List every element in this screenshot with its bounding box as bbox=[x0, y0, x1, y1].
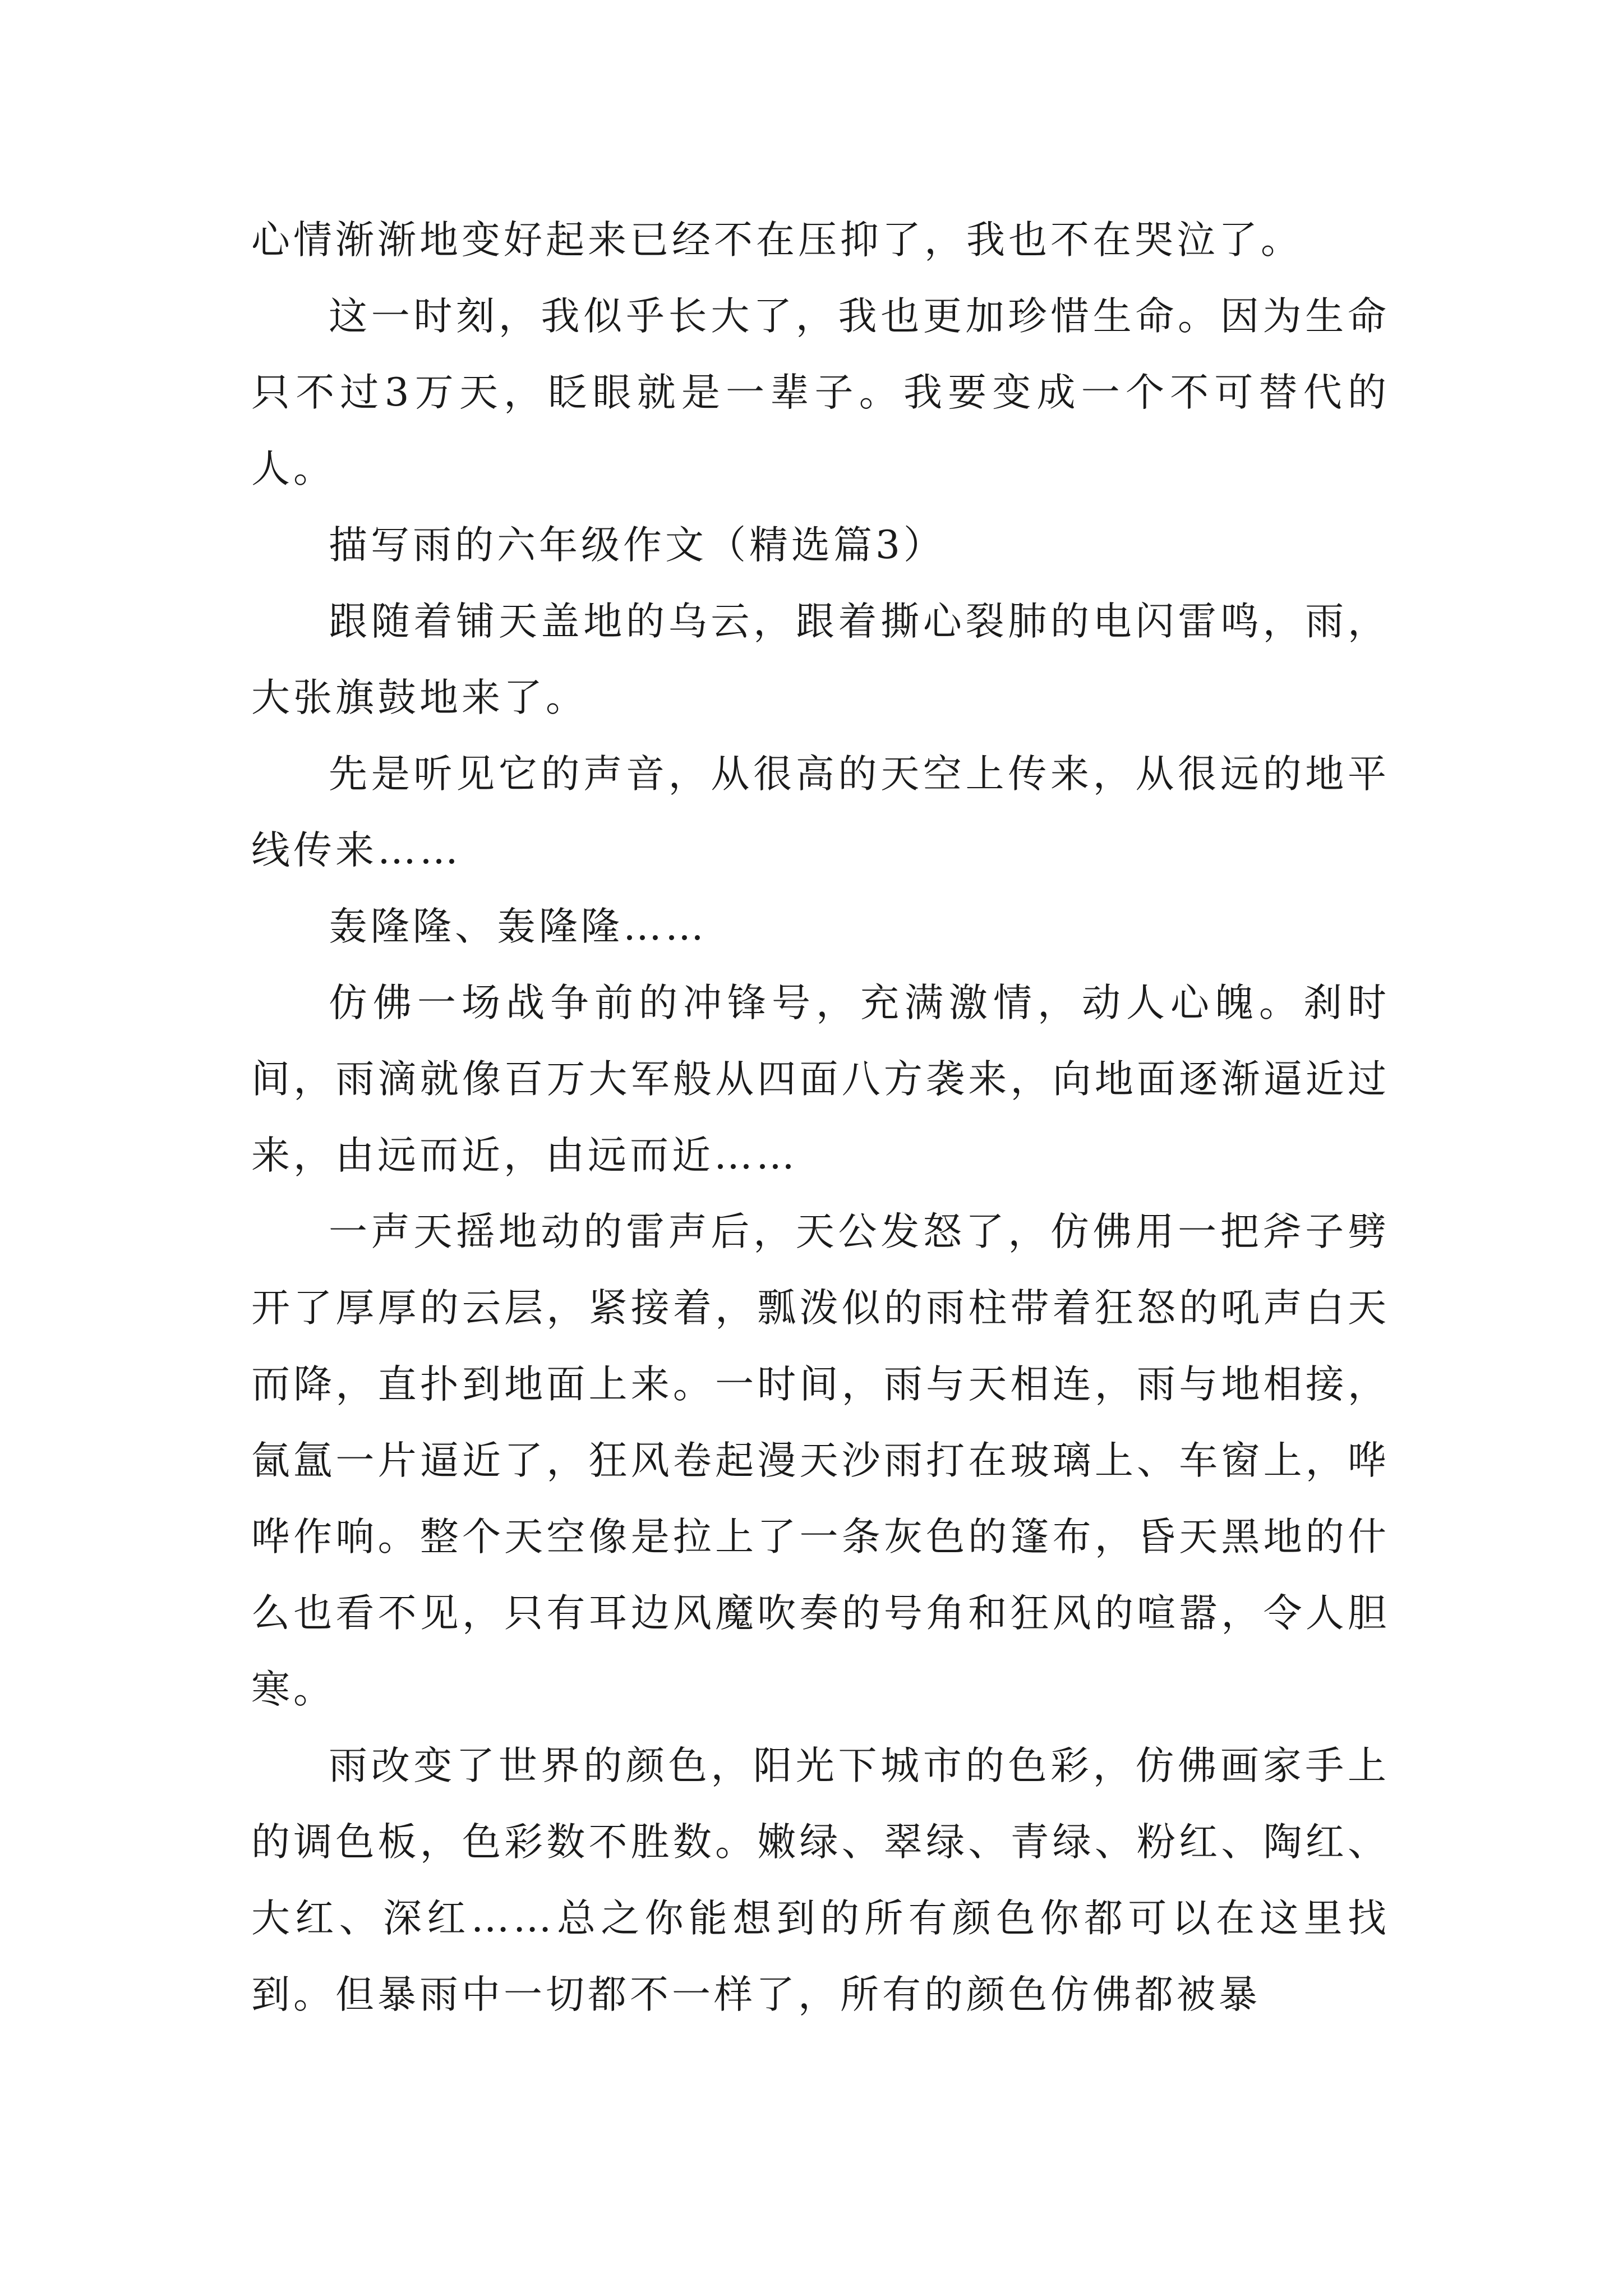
paragraph: 轰隆隆、轰隆隆…… bbox=[329, 904, 707, 949]
paragraph: 雨改变了世界的颜色，阳光下城市的色彩，仿佛画家手上的调色板，色彩数不胜数。嫩绿、翠绿、青绿、粉红、陶红、大红、深红……总之你能想到的所有颜色你都可以在这里找到。但暴雨中一切都不一样了，所有的颜色仿佛都被暴 bbox=[251, 1743, 1390, 2017]
paragraph: 这一时刻，我似乎长大了，我也更加珍惜生命。因为生命只不过3万天，眨眼就是一辈子。我要变成一个不可替代的人。 bbox=[251, 294, 1390, 491]
paragraph: 一声天摇地动的雷声后，天公发怒了，仿佛用一把斧子劈开了厚厚的云层，紧接着，瓢泼似的雨柱带着狂怒的吼声白天而降，直扑到地面上来。一时间，雨与天相连，雨与地相接，氤氲一片逼近了，狂风卷起漫天沙雨打在玻璃上、车窗上，哗哗作响。整个天空像是拉上了一条灰色的篷布，昏天黑地的什么也看不见，只有耳边风魔吹奏的号角和狂风的喧嚣，令人胆寒。 bbox=[251, 1209, 1390, 1712]
section-heading: 描写雨的六年级作文（精选篇3） bbox=[329, 523, 946, 568]
essay-body bbox=[251, 202, 1390, 2033]
paragraph: 仿佛一场战争前的冲锋号，充满激情，动人心魄。刹时间，雨滴就像百万大军般从四面八方袭来，向地面逐渐逼近过来，由远而近，由远而近…… bbox=[251, 981, 1390, 1178]
paragraph-continuation: 心情渐渐地变好起来已经不在压抑了，我也不在哭泣了。 bbox=[251, 218, 1303, 263]
paragraph: 跟随着铺天盖地的乌云，跟着撕心裂肺的电闪雷鸣，雨，大张旗鼓地来了。 bbox=[251, 599, 1390, 720]
paragraph: 先是听见它的声音，从很高的天空上传来，从很远的地平线传来…… bbox=[251, 752, 1390, 873]
